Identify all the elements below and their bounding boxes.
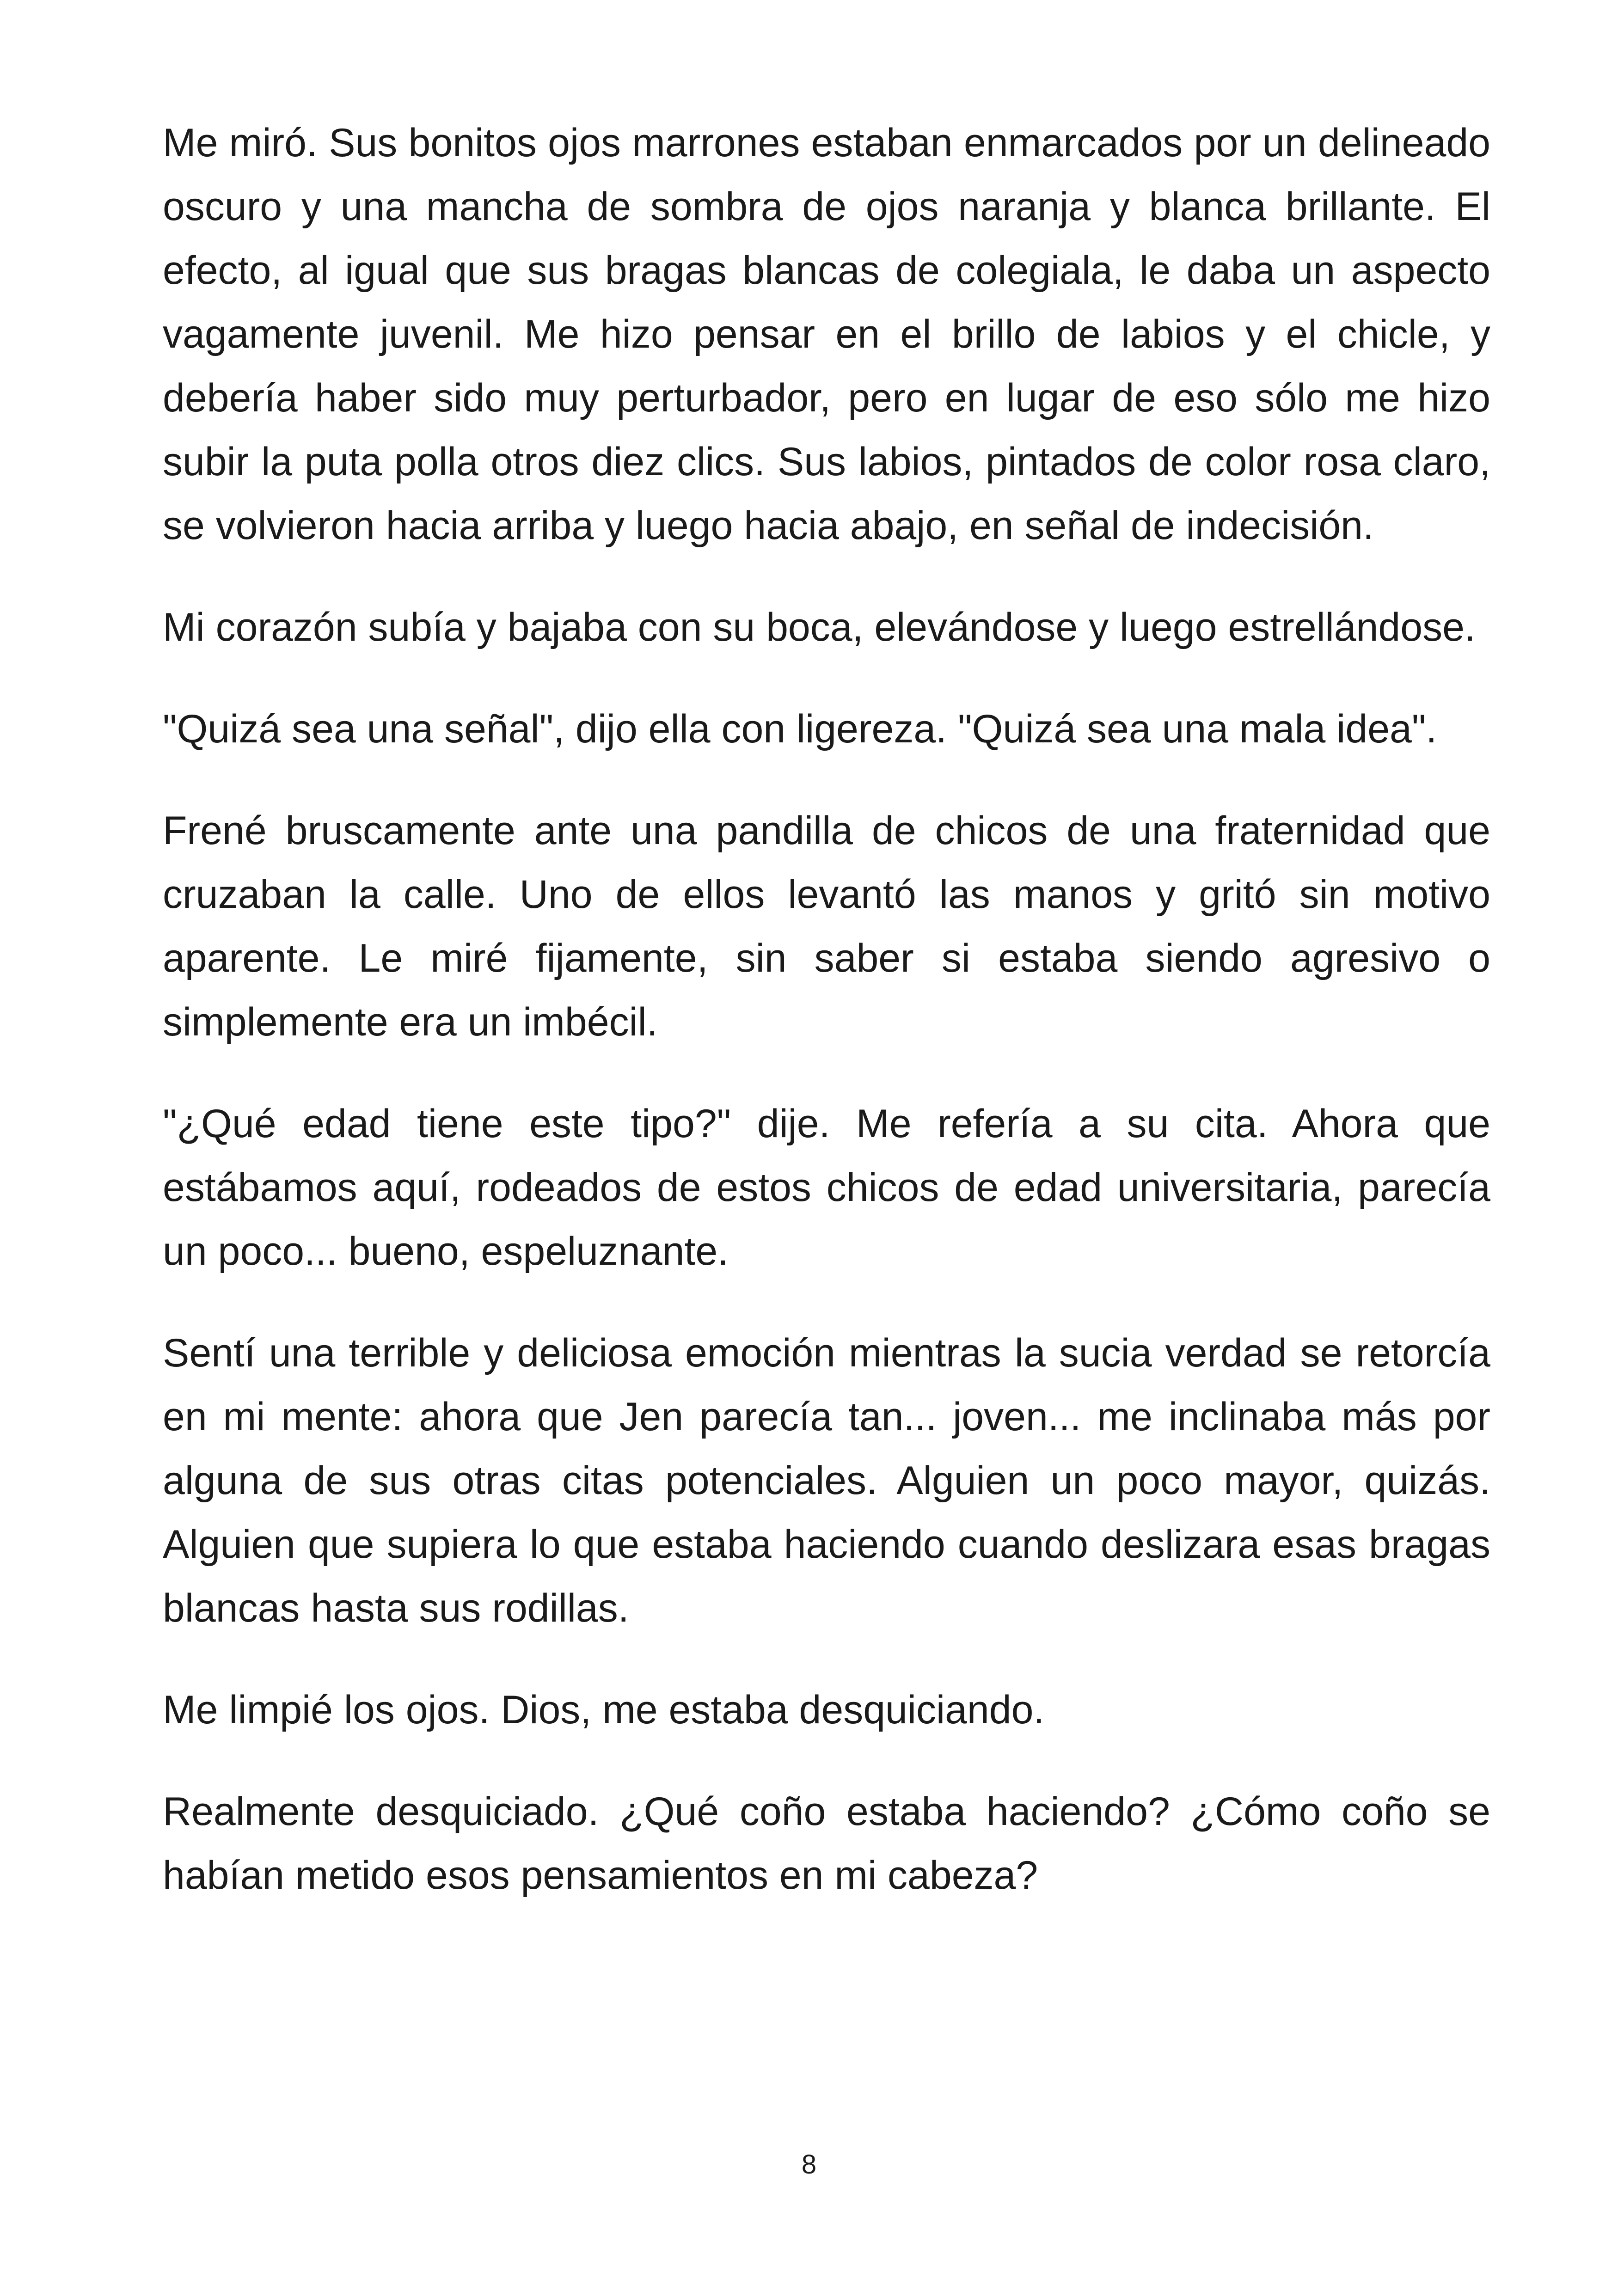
paragraph: "Quizá sea una señal", dijo ella con ligereza. "Quizá sea una mala idea".: [163, 707, 1437, 751]
paragraph: Sentí una terrible y deliciosa emoción mientras la sucia verdad se retorcía en mi mente: ahora que Jen parecía tan... joven... me inclinaba más por alguna de sus otras citas potenciales. Alguien un poco mayor, quizás. Alguien que supiera lo que estaba haciendo cuando deslizara esas bragas blancas hasta sus rodillas.: [163, 1331, 1490, 1630]
body-text: [163, 111, 1490, 1945]
paragraph: "¿Qué edad tiene este tipo?" dije. Me refería a su cita. Ahora que estábamos aquí, rodeados de estos chicos de edad universitaria, parecía un poco... bueno, espeluznante.: [163, 1102, 1490, 1274]
paragraph: Frené bruscamente ante una pandilla de chicos de una fraternidad que cruzaban la calle. Uno de ellos levantó las manos y gritó sin motivo aparente. Le miré fijamente, sin saber si estaba siendo agresivo o simplemente era un imbécil.: [163, 808, 1490, 1044]
paragraph: Me miró. Sus bonitos ojos marrones estaban enmarcados por un delineado oscuro y una mancha de sombra de ojos naranja y blanca brillante. El efecto, al igual que sus bragas blancas de colegiala, le daba un aspecto vagamente juvenil. Me hizo pensar en el brillo de labios y el chicle, y debería haber sido muy perturbador, pero en lugar de eso sólo me hizo subir la puta polla otros diez clics. Sus labios, pintados de color rosa claro, se volvieron hacia arriba y luego hacia abajo, en señal de indecisión.: [163, 121, 1490, 548]
paragraph: Mi corazón subía y bajaba con su boca, elevándose y luego estrellándose.: [163, 605, 1476, 649]
page-number: 8: [801, 2149, 817, 2180]
paragraph: Me limpié los ojos. Dios, me estaba desquiciando.: [163, 1688, 1045, 1732]
paragraph: Realmente desquiciado. ¿Qué coño estaba haciendo? ¿Cómo coño se habían metido esos pensamientos en mi cabeza?: [163, 1789, 1490, 1898]
